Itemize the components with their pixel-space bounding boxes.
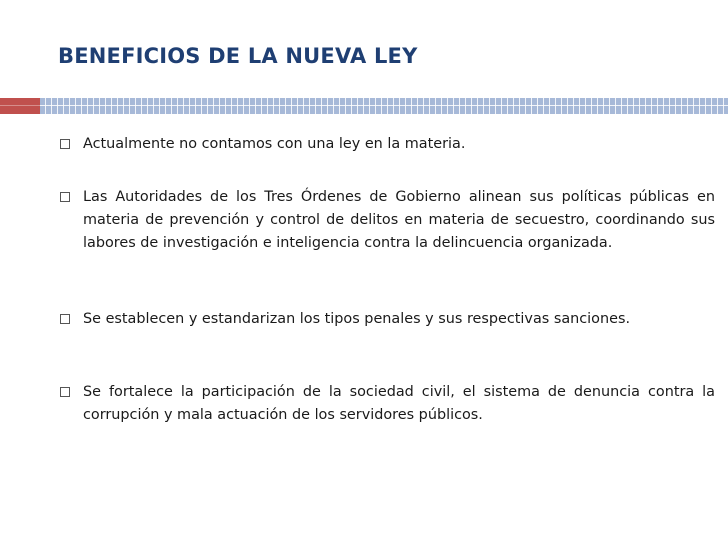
- bullet-text: Las Autoridades de los Tres Órdenes de Gobierno alinean sus políticas públicas en materia de prevención y control de delitos en materia de secuestro, coordinando sus labores de investigación e inteligencia contra la delincuencia organizada.: [83, 189, 715, 251]
- title-band-pattern: [40, 98, 728, 114]
- square-bullet-icon: [60, 314, 70, 324]
- square-bullet-icon: [60, 139, 70, 149]
- bullet-text: Se establecen y estandarizan los tipos penales y sus respectivas sanciones.: [83, 311, 631, 327]
- bullet-text: Actualmente no contamos con una ley en la materia.: [83, 136, 466, 152]
- title-band-accent: [0, 98, 40, 114]
- bullet-item: [58, 186, 715, 255]
- title-divider-band: [0, 98, 728, 114]
- bullet-item: [58, 133, 715, 156]
- bullet-text: Se fortalece la participación de la sociedad civil, el sistema de denuncia contra la corrupción y mala actuación de los servidores públicos.: [83, 384, 715, 423]
- slide-title: BENEFICIOS DE LA NUEVA LEY: [58, 44, 418, 68]
- bullet-item: [58, 308, 715, 331]
- bullet-item: [58, 381, 715, 427]
- square-bullet-icon: [60, 192, 70, 202]
- square-bullet-icon: [60, 387, 70, 397]
